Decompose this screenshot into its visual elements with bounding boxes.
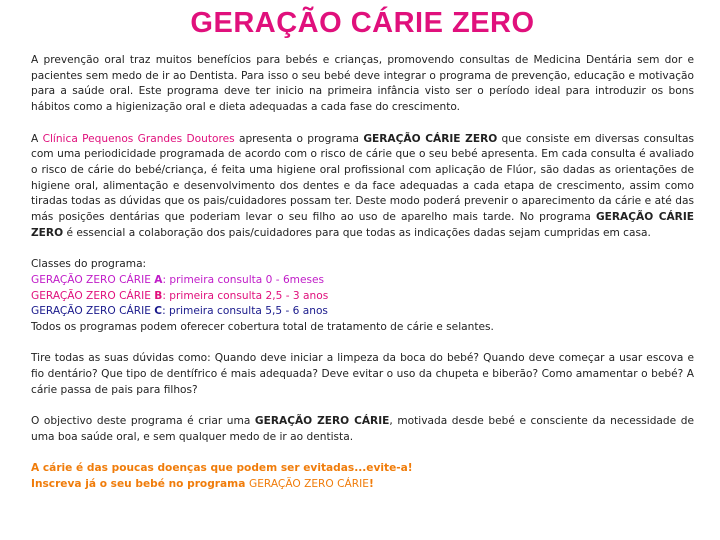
program-lead: A: [31, 132, 43, 145]
objective-program-name: GERAÇÃO ZERO CÁRIE: [254, 415, 390, 428]
cta-line-1: A cárie é das poucas doenças que podem ser evitadas...evite-a!: [31, 462, 413, 475]
program-paragraph: [31, 132, 694, 242]
cta-program-name: GERAÇÃO ZERO CÁRIE: [249, 477, 369, 490]
cta-line-2: Inscreva já o seu bebé no programa GERAÇÃO ZERO CÁRIE!: [31, 477, 374, 490]
class-item-c: GERAÇÃO ZERO CÁRIE C: primeira consulta 5,5 - 6 anos: [31, 305, 328, 318]
questions-paragraph: Tire todas as suas dúvidas como: Quando deve iniciar a limpeza da boca do bebé? Quando deve começar a usar escova e fio dentário? Que tipo de dentífrico é mais adequada? Deve evitar o uso da chupeta e biberão? Como amamentar o bebé? A cárie passa de pais para filhos?: [31, 352, 694, 396]
program-name-2: GERAÇÃO CÁRIE ZERO: [31, 211, 695, 239]
class-item-a: GERAÇÃO ZERO CÁRIE A: primeira consulta 0 - 6meses: [31, 273, 325, 286]
classes-heading: Classes do programa:: [31, 258, 147, 271]
program-text-2: que consiste em diversas consultas com uma periodicidade programada de acordo com o risco de cárie que o seu bebé apresenta. Em cada consulta é avaliado o risco de cárie do bebé/criança, é feita uma higiene oral profissional com aplicação de Flúor, são dadas as orientações de higiene oral, alimentação e desenvolvimento dos dentes e da face adequadas a cada etapa de crescimento, assim como tiradas todas as dúvidas que os pais/cuidadores possam ter. Deste modo poderá prevenir o aparecimento da cárie e até das más posições dentárias que poderiam levar o seu filho ao uso de aparelho mais tarde. No programa: [31, 132, 694, 224]
class-letter-b: B: [154, 289, 163, 302]
class-item-b: GERAÇÃO ZERO CÁRIE B: primeira consulta 2,5 - 3 anos: [31, 289, 329, 302]
classes-note: Todos os programas podem oferecer cobertura total de tratamento de cárie e selantes.: [31, 320, 494, 333]
program-text-3: é essencial a colaboração dos pais/cuidadores para que todas as indicações dadas sejam cumpridas em casa.: [63, 226, 651, 239]
clinic-name: Clínica Pequenos Grandes Doutores: [42, 132, 235, 145]
page-title: GERAÇÃO CÁRIE ZERO: [190, 7, 535, 39]
class-letter-a: A: [154, 273, 163, 286]
program-text-1: apresenta o programa: [234, 132, 364, 145]
class-letter-c: C: [154, 305, 163, 318]
program-name: GERAÇÃO CÁRIE ZERO: [363, 132, 498, 145]
intro-paragraph: A prevenção oral traz muitos benefícios para bebés e crianças, promovendo consultas de Medicina Dentária sem dor e pacientes sem medo de ir ao Dentista. Para isso o seu bebé deve integrar o programa de prevenção, educação e motivação para a saúde oral. Este programa deve ter inicio na primeira infância visto ser o período ideal para introduzir os bons hábitos como a higienização oral e dieta adequadas a cada fase do crescimento.: [31, 54, 694, 114]
objective-paragraph: O objectivo deste programa é criar uma GERAÇÃO ZERO CÁRIE, motivada desde bebé e consciente da necessidade de uma boa saúde oral, e sem qualquer medo de ir ao dentista.: [31, 415, 694, 443]
